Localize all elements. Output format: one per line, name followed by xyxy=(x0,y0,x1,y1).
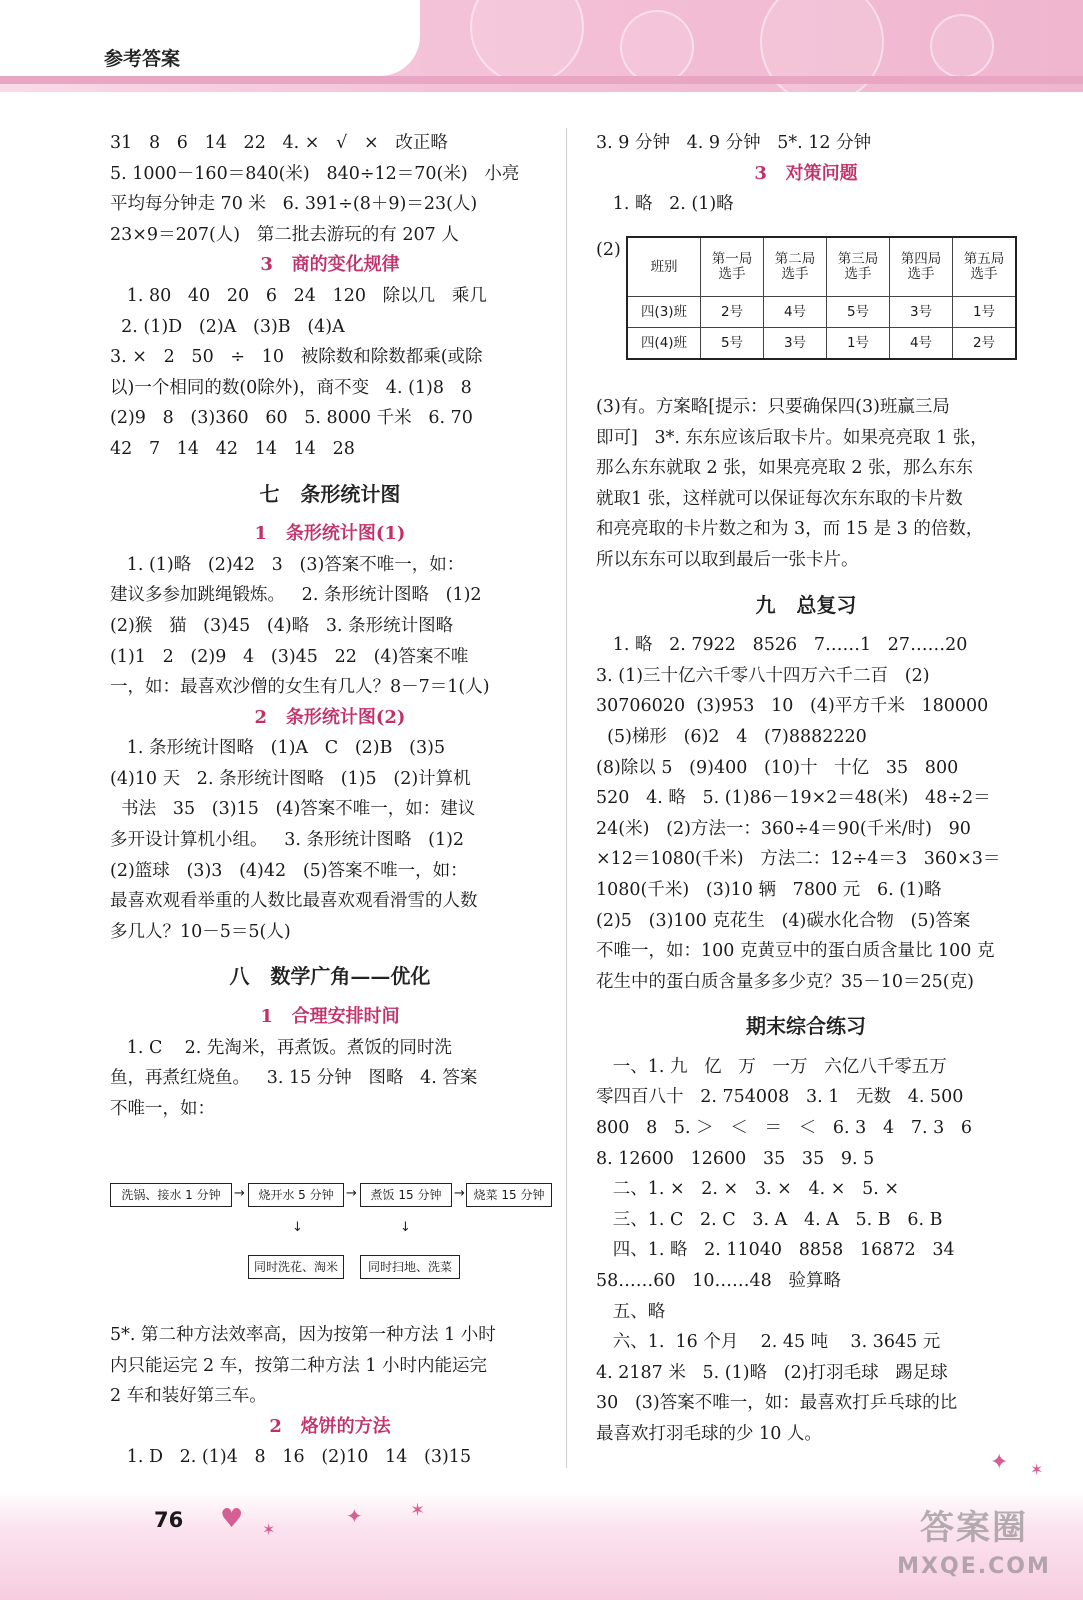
answer-line: 内只能运完 2 车，按第二种方法 1 小时内能运完 xyxy=(110,1355,488,1376)
answer-line: 就取1 张，这样就可以保证每次东东取的卡片数 xyxy=(596,488,963,509)
answer-line: 一，如：最喜欢沙僧的女生有几人？8－7＝1(人) xyxy=(110,677,490,698)
answer-line: 花生中的蛋白质含量多多少克？35－10＝25(克) xyxy=(596,971,974,992)
page-title: 参考答案 xyxy=(104,48,181,70)
answer-line: 五、略 xyxy=(596,1301,666,1322)
star-icon: ✦ xyxy=(346,1504,363,1528)
answer-line: (8)除以 5 (9)400 (10)十 十亿 35 800 xyxy=(596,757,959,778)
answer-line: (5)梯形 (6)2 4 (7)8882220 xyxy=(596,726,867,747)
answer-line: 4. 2187 米 5. (1)略 (2)打羽毛球 踢足球 xyxy=(596,1362,948,1383)
answer-line: 以)一个相同的数(0除外)，商不变 4. (1)8 8 xyxy=(110,377,472,398)
flow-parallel-1: 同时洗花、淘米 xyxy=(248,1255,344,1279)
answer-line: (1)1 2 (2)9 4 (3)45 22 (4)答案不唯 xyxy=(110,646,469,667)
answer-line: 六、1. 16 个月 2. 45 吨 3. 3645 元 xyxy=(596,1332,941,1353)
header-bubble-decoration xyxy=(620,10,694,84)
table-cell: 1号 xyxy=(953,297,1017,328)
page-header xyxy=(0,0,1083,92)
table-header-cell xyxy=(701,237,764,297)
table-header-cell xyxy=(764,237,827,297)
answer-line: 1. D 2. (1)4 8 16 (2)10 14 (3)15 xyxy=(110,1447,472,1468)
table-cell: 3号 xyxy=(764,328,827,360)
table-header-cell: 班别 xyxy=(627,237,701,297)
section-heading: 1 合理安排时间 xyxy=(260,1006,400,1028)
answer-line: 一、1. 九 亿 万 一万 六亿八千零五万 xyxy=(596,1056,947,1077)
flow-arrow-icon: → xyxy=(234,1186,245,1201)
answer-line: 3. (1)三十亿六千零八十四万六千二百 (2) xyxy=(596,665,930,686)
answer-line: 3. 9 分钟 4. 9 分钟 5*. 12 分钟 xyxy=(596,133,872,153)
table-header-text: 第三局 选手 xyxy=(837,251,879,282)
answer-line: 1. C 2. 先淘米，再煮饭。煮饭的同时洗 xyxy=(110,1037,452,1058)
answer-line: 31 8 6 14 22 4. × √ × 改正略 xyxy=(110,133,448,153)
heart-icon: ♥ xyxy=(220,1504,244,1534)
answer-line: 四、1. 略 2. 11040 8858 16872 34 xyxy=(596,1240,955,1261)
table-cell: 四(3)班 xyxy=(627,297,701,328)
flow-down-arrow-icon: ↓ xyxy=(292,1220,303,1235)
right-column xyxy=(596,392,1016,1450)
watermark-url: MXQE.COM xyxy=(897,1554,1051,1579)
header-bubble-decoration xyxy=(930,14,994,78)
table-header-cell xyxy=(953,237,1017,297)
flow-parallel-2: 同时扫地、洗菜 xyxy=(360,1255,460,1279)
header-strip xyxy=(0,76,1083,84)
left-column xyxy=(110,128,550,1124)
answer-line: 1. 条形统计图略 (1)A C (2)B (3)5 xyxy=(110,738,446,759)
table-cell: 1号 xyxy=(827,328,890,360)
section-heading: 2 烙饼的方法 xyxy=(269,1415,391,1437)
answer-line: 不唯一，如：100 克黄豆中的蛋白质含量比 100 克 xyxy=(596,941,995,962)
answer-line: 3. × 2 50 ÷ 10 被除数和除数都乘(或除 xyxy=(110,347,483,368)
answer-line: 建议多参加跳绳锻炼。 2. 条形统计图略 (1)2 xyxy=(110,585,482,606)
answer-line: 8. 12600 12600 35 35 9. 5 xyxy=(596,1148,875,1169)
answer-line: 2. (1)D (2)A (3)B (4)A xyxy=(110,316,345,337)
table-header-cell xyxy=(890,237,953,297)
flow-step-2: 烧开水 5 分钟 xyxy=(248,1183,344,1207)
flow-down-arrow-icon: ↓ xyxy=(400,1220,411,1235)
column-divider xyxy=(566,128,567,1468)
chapter-heading: 七 条形统计图 xyxy=(259,481,401,506)
table-cell: 5号 xyxy=(701,328,764,360)
section-heading: 2 条形统计图(2) xyxy=(254,706,406,728)
answer-line: 30706020 (3)953 10 (4)平方千米 180000 xyxy=(596,696,989,717)
star-icon: ✶ xyxy=(410,1500,426,1521)
table-label: (2) xyxy=(596,240,621,260)
watermark-logo xyxy=(879,1504,1069,1596)
chapter-heading: 九 总复习 xyxy=(755,592,857,617)
answer-line: 所以东东可以取到最后一张卡片。 xyxy=(596,549,859,570)
flow-arrow-icon: → xyxy=(346,1186,357,1201)
table-header-cell xyxy=(827,237,890,297)
table-cell: 2号 xyxy=(953,328,1017,360)
answer-line: 5. 1000－160＝840(米) 840÷12＝70(米) 小亮 xyxy=(110,163,520,184)
strategy-table xyxy=(626,236,1017,360)
table-row xyxy=(627,328,1016,360)
section-heading: 3 对策问题 xyxy=(754,162,858,184)
answer-line: (3)有。方案略[提示：只要确保四(3)班赢三局 xyxy=(596,397,950,417)
answer-line: 30 (3)答案不唯一，如：最喜欢打乒乓球的比 xyxy=(596,1393,958,1414)
answer-line: 书法 35 (3)15 (4)答案不唯一，如：建议 xyxy=(110,799,476,820)
left-column-bottom xyxy=(110,1320,550,1473)
chapter-heading: 期末综合练习 xyxy=(746,1014,866,1039)
answer-line: 42 7 14 42 14 14 28 xyxy=(110,438,355,459)
answer-line: 多几人？10－5＝5(人) xyxy=(110,921,291,942)
answer-line: 2 车和装好第三车。 xyxy=(110,1386,267,1407)
header-bubble-decoration xyxy=(470,0,584,84)
answer-line: 23×9＝207(人) 第二批去游玩的有 207 人 xyxy=(110,224,459,245)
page-number: 76 xyxy=(154,1508,184,1532)
table-row xyxy=(627,297,1016,328)
answer-line: 520 4. 略 5. (1)86－19×2＝48(米) 48÷2＝ xyxy=(596,788,991,809)
answer-line: (2)猴 猫 (3)45 (4)略 3. 条形统计图略 xyxy=(110,615,454,636)
answer-line: (4)10 天 2. 条形统计图略 (1)5 (2)计算机 xyxy=(110,768,471,789)
table-cell: 5号 xyxy=(827,297,890,328)
answer-line: (2)篮球 (3)3 (4)42 (5)答案不唯一，如： xyxy=(110,860,468,881)
answer-line: 1080(千米) (3)10 辆 7800 元 6. (1)略 xyxy=(596,879,942,900)
answer-line: 1. 略 2. 7922 8526 7……1 27……20 xyxy=(596,635,968,656)
table-header-text: 第五局 选手 xyxy=(963,251,1005,282)
answer-line: 三、1. C 2. C 3. A 4. A 5. B 6. B xyxy=(596,1209,943,1230)
star-icon: ✦ xyxy=(990,1450,1009,1475)
flow-step-1: 洗锅、接水 1 分钟 xyxy=(110,1183,232,1207)
answer-line: 鱼，再煮红烧鱼。 3. 15 分钟 图略 4. 答案 xyxy=(110,1068,478,1089)
answer-line: 1. 略 2. (1)略 xyxy=(596,194,734,215)
star-icon: ✶ xyxy=(262,1520,276,1539)
answer-line: 即可] 3*. 东东应该后取卡片。如果亮亮取 1 张， xyxy=(596,427,988,448)
answer-line: 那么东东就取 2 张，如果亮亮取 2 张，那么东东 xyxy=(596,458,974,479)
header-tab xyxy=(0,0,420,76)
table-header-row xyxy=(627,237,1016,297)
answer-line: 二、1. × 2. × 3. × 4. × 5. × xyxy=(596,1179,900,1200)
table-cell: 2号 xyxy=(701,297,764,328)
answer-line: 最喜欢观看举重的人数比最喜欢观看滑雪的人数 xyxy=(110,891,478,912)
chapter-heading: 八 数学广角——优化 xyxy=(229,964,431,989)
flow-step-4: 烧菜 15 分钟 xyxy=(466,1183,552,1207)
answer-line: 最喜欢打羽毛球的少 10 人。 xyxy=(596,1424,822,1444)
answer-line: 多开设计算机小组。 3. 条形统计图略 (1)2 xyxy=(110,830,465,851)
table-cell: 3号 xyxy=(890,297,953,328)
section-heading: 3 商的变化规律 xyxy=(260,254,400,276)
answer-line: (2)5 (3)100 克花生 (4)碳水化合物 (5)答案 xyxy=(596,910,971,931)
answer-line: ×12＝1080(千米) 方法二：12÷4＝3 360×3＝ xyxy=(596,849,1001,870)
answer-line: 800 8 5. ＞ ＜ ＝ ＜ 6. 3 4 7. 3 6 xyxy=(596,1118,973,1139)
section-heading: 1 条形统计图(1) xyxy=(254,523,406,545)
right-column-top xyxy=(596,128,1016,220)
answer-line: 零四百八十 2. 754008 3. 1 无数 4. 500 xyxy=(596,1087,964,1108)
table-cell: 四(4)班 xyxy=(627,328,701,360)
answer-line: 58……60 10……48 验算略 xyxy=(596,1271,841,1292)
table-header-text: 第四局 选手 xyxy=(900,251,942,282)
answer-line: (2)9 8 (3)360 60 5. 8000 千米 6. 70 xyxy=(110,408,473,429)
watermark-text: 答案圈 xyxy=(920,1508,1028,1548)
table-header-text: 第一局 选手 xyxy=(711,251,753,282)
answer-line: 平均每分钟走 70 米 6. 391÷(8＋9)＝23(人) xyxy=(110,194,478,215)
answer-line: 不唯一，如： xyxy=(110,1098,215,1119)
answer-line: 1. (1)略 (2)42 3 (3)答案不唯一，如： xyxy=(110,554,465,575)
flow-step-3: 煮饭 15 分钟 xyxy=(360,1183,452,1207)
answer-line: 1. 80 40 20 6 24 120 除以几 乘几 xyxy=(110,285,487,306)
answer-line: 5*. 第二种方法效率高，因为按第一种方法 1 小时 xyxy=(110,1325,496,1345)
table-cell: 4号 xyxy=(764,297,827,328)
star-icon: ✶ xyxy=(1030,1460,1044,1479)
table-cell: 4号 xyxy=(890,328,953,360)
answer-line: 24(米) (2)方法一：360÷4＝90(千米/时) 90 xyxy=(596,818,971,839)
answer-line: 和亮亮取的卡片数之和为 3，而 15 是 3 的倍数， xyxy=(596,519,984,540)
cooking-flowchart xyxy=(110,1183,550,1295)
flow-arrow-icon: → xyxy=(454,1186,465,1201)
table-header-text: 第二局 选手 xyxy=(774,251,816,282)
